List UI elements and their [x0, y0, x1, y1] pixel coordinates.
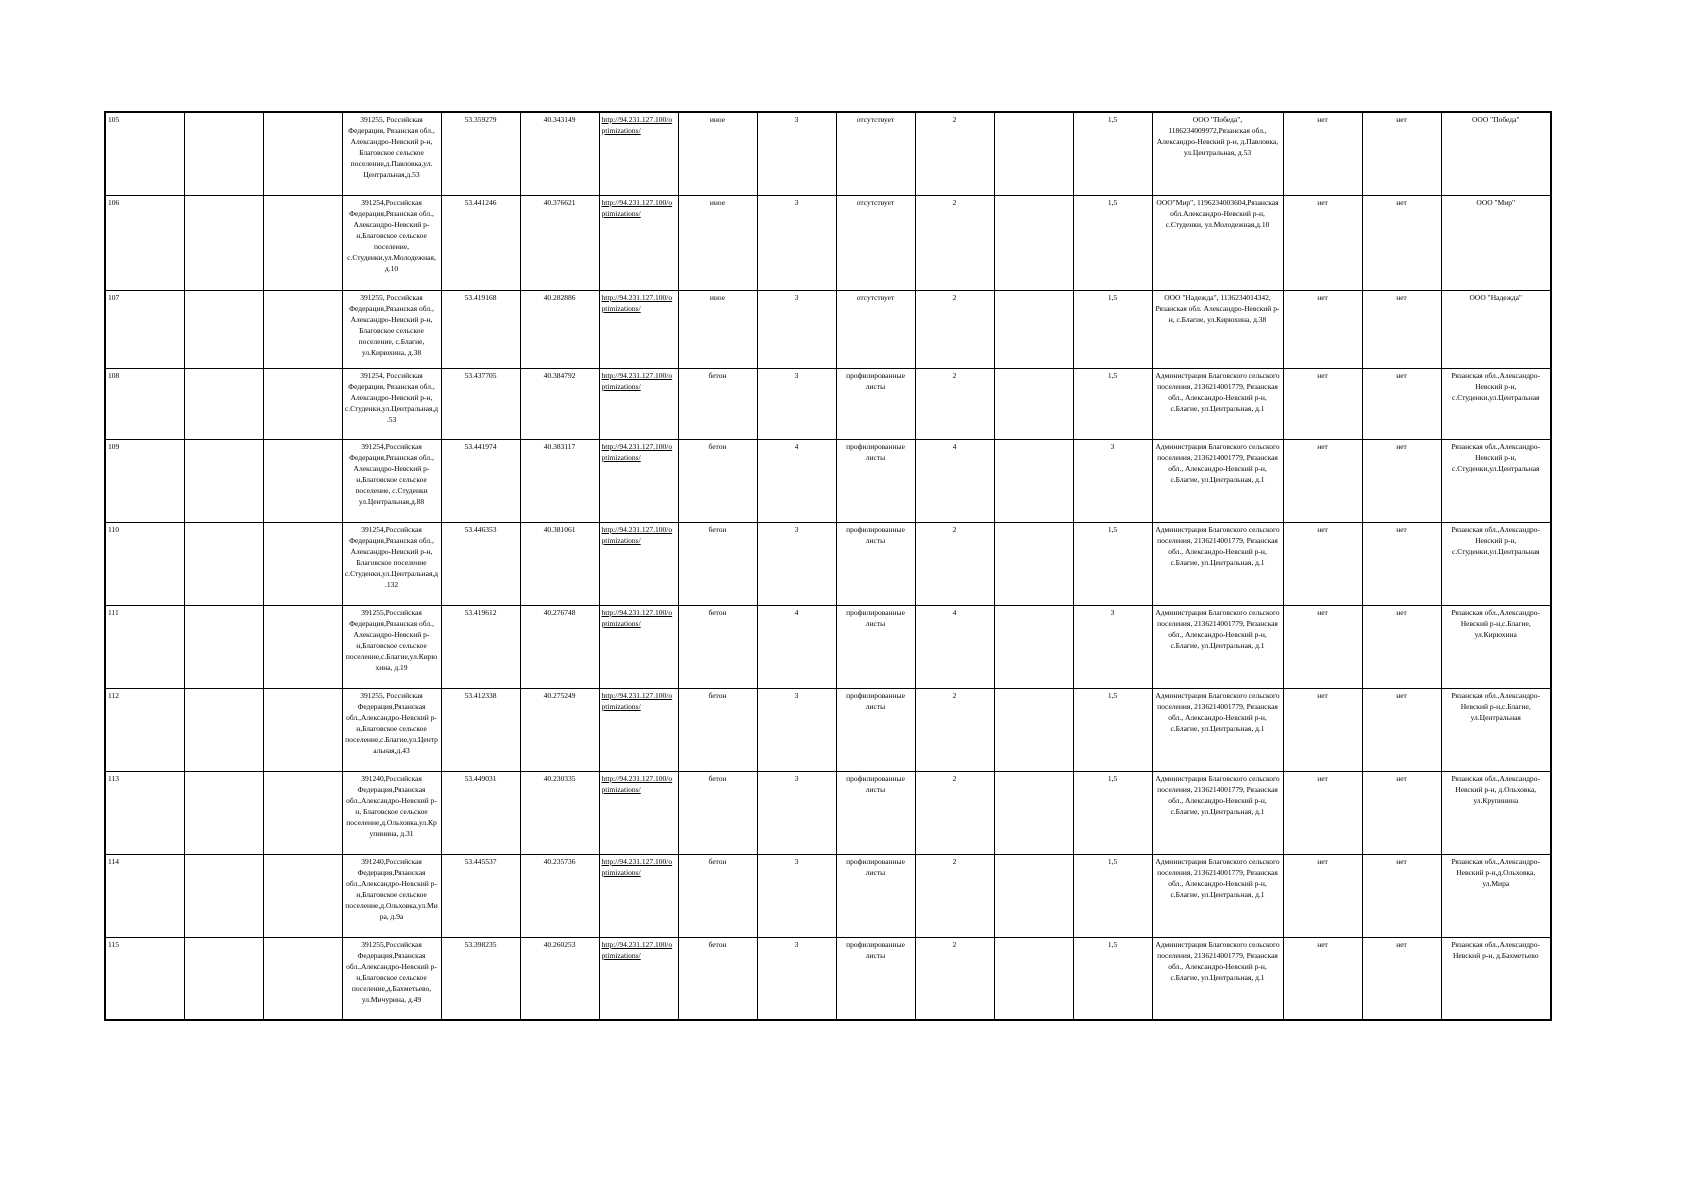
waste-source: ООО "Надежда"	[1441, 290, 1551, 368]
registry-sheet	[104, 111, 1552, 1021]
waste-source: Рязанская обл.,Александро-Невский р-н, с.Студенки,ул.Центральная	[1441, 368, 1551, 439]
table-row	[105, 688, 1551, 771]
row-number: 110	[105, 522, 184, 605]
waste-source: Рязанская обл.,Александро-Невский р-н, с.Студенки,ул.Центральная	[1441, 522, 1551, 605]
table-row	[105, 112, 1551, 195]
flag-b: нет	[1362, 605, 1441, 688]
surface-type: бетон	[678, 368, 757, 439]
container-count: 2	[915, 937, 994, 1020]
site-area: 4	[757, 439, 836, 522]
site-area: 3	[757, 854, 836, 937]
flag-a: нет	[1283, 439, 1362, 522]
longitude: 40.282886	[520, 290, 599, 368]
map-link	[599, 522, 678, 605]
container-volume: 1,5	[1073, 112, 1152, 195]
container-volume: 1,5	[1073, 688, 1152, 771]
cell-blank	[263, 439, 342, 522]
container-count: 2	[915, 195, 994, 290]
latitude: 53.441246	[441, 195, 520, 290]
map-link	[599, 290, 678, 368]
container-count: 2	[915, 854, 994, 937]
waste-source: Рязанская обл.,Александро-Невский р-н, д.Бахметьево	[1441, 937, 1551, 1020]
map-link-anchor[interactable]: http://94.231.127.100/optimizations/	[601, 370, 673, 391]
table-row	[105, 522, 1551, 605]
cell-blank	[994, 522, 1073, 605]
cell-blank	[263, 771, 342, 854]
cell-blank	[263, 854, 342, 937]
flag-b: нет	[1362, 522, 1441, 605]
map-link	[599, 605, 678, 688]
container-count: 2	[915, 688, 994, 771]
longitude: 40.230335	[520, 771, 599, 854]
longitude: 40.384792	[520, 368, 599, 439]
fence-type: профилированные листы	[836, 771, 915, 854]
flag-a: нет	[1283, 771, 1362, 854]
site-area: 3	[757, 937, 836, 1020]
latitude: 53.441974	[441, 439, 520, 522]
cell-blank	[994, 771, 1073, 854]
fence-type: профилированные листы	[836, 854, 915, 937]
flag-a: нет	[1283, 368, 1362, 439]
surface-type: бетон	[678, 605, 757, 688]
site-area: 3	[757, 195, 836, 290]
cell-blank	[184, 195, 263, 290]
fence-type: профилированные листы	[836, 688, 915, 771]
map-link	[599, 854, 678, 937]
surface-type: бетон	[678, 688, 757, 771]
cell-blank	[263, 688, 342, 771]
flag-a: нет	[1283, 605, 1362, 688]
flag-b: нет	[1362, 368, 1441, 439]
cell-blank	[184, 688, 263, 771]
site-address: 391255,Российская Федерация,Рязанская обл., Александро-Невский р-н,Благовское сельское поселение,с.Благие,ул.Кирюхина, д.19	[342, 605, 441, 688]
map-link-anchor[interactable]: http://94.231.127.100/optimizations/	[601, 773, 673, 794]
fence-type: профилированные листы	[836, 605, 915, 688]
map-link	[599, 368, 678, 439]
waste-sites-table	[104, 111, 1552, 1021]
site-address: 391255, Российская Федерация,Рязанская обл.,Александро-Невский р-н,Благовское сельское поселение,с.Благие,ул.Центральная,д.43	[342, 688, 441, 771]
cell-blank	[263, 290, 342, 368]
flag-a: нет	[1283, 290, 1362, 368]
cell-blank	[184, 522, 263, 605]
site-owner: Администрация Благовского сельского поселения, 2136214001779, Рязанская обл., Александро-Невский р-н, с.Благие, ул.Центральная, д.1	[1152, 368, 1283, 439]
cell-blank	[994, 290, 1073, 368]
site-owner: ООО "Победа", 1186234009972,Рязанская обл., Александро-Невский р-н, д.Павловка, ул.Центральная, д.53	[1152, 112, 1283, 195]
container-volume: 1,5	[1073, 290, 1152, 368]
table-row	[105, 290, 1551, 368]
site-address: 391254,Российская Федерация,Рязанская обл., Александро-Невский р-н,Благовское сельское поселение, с.Студенки ул.Центральная,д.88	[342, 439, 441, 522]
table-row	[105, 368, 1551, 439]
row-number: 105	[105, 112, 184, 195]
map-link-anchor[interactable]: http://94.231.127.100/optimizations/	[601, 939, 673, 960]
surface-type: иное	[678, 195, 757, 290]
site-owner: ООО"Мир", 1196234003604,Рязанская обл.Александро-Невский р-н, с.Студенки, ул.Молодежная,д.10	[1152, 195, 1283, 290]
flag-b: нет	[1362, 112, 1441, 195]
waste-source: Рязанская обл.,Александро-Невский р-н, д.Ольховка, ул.Крупинина	[1441, 771, 1551, 854]
fence-type: отсутствует	[836, 195, 915, 290]
cell-blank	[994, 439, 1073, 522]
site-address: 391254,Российская Федерация,Рязанская обл., Александро-Невский р-н, Благовское поселение с.Студенки,ул.Центральная,д.132	[342, 522, 441, 605]
map-link	[599, 439, 678, 522]
longitude: 40.381061	[520, 522, 599, 605]
container-count: 2	[915, 290, 994, 368]
map-link-anchor[interactable]: http://94.231.127.100/optimizations/	[601, 292, 673, 313]
latitude: 53.446353	[441, 522, 520, 605]
table-row	[105, 195, 1551, 290]
row-number: 106	[105, 195, 184, 290]
fence-type: отсутствует	[836, 290, 915, 368]
map-link	[599, 195, 678, 290]
site-owner: Администрация Благовского сельского поселения, 2136214001779, Рязанская обл., Александро-Невский р-н, с.Благие, ул.Центральная, д.1	[1152, 522, 1283, 605]
surface-type: бетон	[678, 439, 757, 522]
cell-blank	[263, 522, 342, 605]
flag-b: нет	[1362, 290, 1441, 368]
waste-source: Рязанская обл.,Александро-Невский р-н,с.Благие, ул.Центральная	[1441, 688, 1551, 771]
map-link	[599, 937, 678, 1020]
longitude: 40.276748	[520, 605, 599, 688]
cell-blank	[184, 368, 263, 439]
site-address: 391255, Российская Федерация,Рязанская обл., Александро-Невский р-н, Благовское сельское поселение, с.Благие, ул.Кирюхина, д.38	[342, 290, 441, 368]
waste-source: ООО "Победа"	[1441, 112, 1551, 195]
flag-a: нет	[1283, 112, 1362, 195]
site-address: 391255,Российская Федерация,Рязанская обл.,Александро-Невский р-н,Благовское сельское поселение,д.Бахметьево, ул.Мичурина, д.49	[342, 937, 441, 1020]
flag-b: нет	[1362, 439, 1441, 522]
site-address: 391255, Российская Федерация, Рязанская обл., Александро-Невский р-н, Благовское сельское поселение,д.Павловка,ул. Центральная,д.53	[342, 112, 441, 195]
container-count: 2	[915, 771, 994, 854]
table-row	[105, 771, 1551, 854]
site-area: 4	[757, 605, 836, 688]
cell-blank	[994, 112, 1073, 195]
cell-blank	[994, 368, 1073, 439]
cell-blank	[994, 195, 1073, 290]
flag-b: нет	[1362, 854, 1441, 937]
flag-a: нет	[1283, 195, 1362, 290]
cell-blank	[994, 854, 1073, 937]
cell-blank	[184, 771, 263, 854]
map-link	[599, 112, 678, 195]
flag-b: нет	[1362, 937, 1441, 1020]
container-count: 4	[915, 605, 994, 688]
container-volume: 3	[1073, 439, 1152, 522]
table-row	[105, 439, 1551, 522]
latitude: 53.445537	[441, 854, 520, 937]
map-link-anchor[interactable]: http://94.231.127.100/optimizations/	[601, 197, 673, 218]
latitude: 53.437705	[441, 368, 520, 439]
site-area: 3	[757, 688, 836, 771]
table-row	[105, 605, 1551, 688]
container-volume: 1,5	[1073, 195, 1152, 290]
longitude: 40.343149	[520, 112, 599, 195]
fence-type: профилированные листы	[836, 368, 915, 439]
site-area: 3	[757, 112, 836, 195]
cell-blank	[184, 439, 263, 522]
cell-blank	[184, 112, 263, 195]
site-owner: Администрация Благовского сельского поселения, 2136214001779, Рязанская обл., Александро-Невский р-н, с.Благие, ул.Центральная, д.1	[1152, 854, 1283, 937]
site-owner: Администрация Благовского сельского поселения, 2136214001779, Рязанская обл., Александро-Невский р-н, с.Благие, ул.Центральная, д.1	[1152, 937, 1283, 1020]
row-number: 114	[105, 854, 184, 937]
site-area: 3	[757, 771, 836, 854]
fence-type: отсутствует	[836, 112, 915, 195]
cell-blank	[263, 195, 342, 290]
longitude: 40.376621	[520, 195, 599, 290]
map-link-anchor[interactable]: http://94.231.127.100/optimizations/	[601, 856, 673, 877]
cell-blank	[994, 688, 1073, 771]
container-count: 2	[915, 522, 994, 605]
row-number: 115	[105, 937, 184, 1020]
cell-blank	[994, 605, 1073, 688]
latitude: 53.412338	[441, 688, 520, 771]
waste-source: Рязанская обл.,Александро-Невский р-н,с.Благие, ул.Кирюхина	[1441, 605, 1551, 688]
latitude: 53.419168	[441, 290, 520, 368]
surface-type: иное	[678, 112, 757, 195]
row-number: 113	[105, 771, 184, 854]
row-number: 108	[105, 368, 184, 439]
latitude: 53.419612	[441, 605, 520, 688]
row-number: 111	[105, 605, 184, 688]
waste-source: Рязанская обл.,Александро-Невский р-н,д.Ольховка, ул.Мира	[1441, 854, 1551, 937]
surface-type: бетон	[678, 937, 757, 1020]
flag-a: нет	[1283, 854, 1362, 937]
map-link-anchor[interactable]: http://94.231.127.100/optimizations/	[601, 524, 673, 545]
container-volume: 1,5	[1073, 368, 1152, 439]
table-body	[105, 112, 1551, 1020]
site-owner: Администрация Благовского сельского поселения, 2136214001779, Рязанская обл., Александро-Невский р-н, с.Благие, ул.Центральная, д.1	[1152, 771, 1283, 854]
row-number: 107	[105, 290, 184, 368]
site-owner: Администрация Благовского сельского поселения, 2136214001779, Рязанская обл., Александро-Невский р-н, с.Благие, ул.Центральная, д.1	[1152, 688, 1283, 771]
latitude: 53.359279	[441, 112, 520, 195]
longitude: 40.275249	[520, 688, 599, 771]
container-count: 2	[915, 368, 994, 439]
surface-type: иное	[678, 290, 757, 368]
container-volume: 1,5	[1073, 771, 1152, 854]
map-link-anchor[interactable]: http://94.231.127.100/optimizations/	[601, 690, 673, 711]
longitude: 40.383117	[520, 439, 599, 522]
fence-type: профилированные листы	[836, 937, 915, 1020]
cell-blank	[263, 605, 342, 688]
row-number: 109	[105, 439, 184, 522]
container-count: 2	[915, 112, 994, 195]
map-link	[599, 688, 678, 771]
waste-source: ООО "Мир"	[1441, 195, 1551, 290]
table-row	[105, 854, 1551, 937]
longitude: 40.235736	[520, 854, 599, 937]
flag-b: нет	[1362, 688, 1441, 771]
container-volume: 3	[1073, 605, 1152, 688]
cell-blank	[994, 937, 1073, 1020]
map-link-anchor[interactable]: http://94.231.127.100/optimizations/	[601, 607, 673, 628]
fence-type: профилированные листы	[836, 439, 915, 522]
waste-source: Рязанская обл.,Александро-Невский р-н, с.Студенки,ул.Центральная	[1441, 439, 1551, 522]
container-volume: 1,5	[1073, 522, 1152, 605]
surface-type: бетон	[678, 771, 757, 854]
site-area: 3	[757, 522, 836, 605]
fence-type: профилированные листы	[836, 522, 915, 605]
cell-blank	[184, 605, 263, 688]
cell-blank	[263, 112, 342, 195]
site-area: 3	[757, 368, 836, 439]
map-link-anchor[interactable]: http://94.231.127.100/optimizations/	[601, 441, 673, 462]
surface-type: бетон	[678, 854, 757, 937]
latitude: 53.398235	[441, 937, 520, 1020]
container-count: 4	[915, 439, 994, 522]
site-address: 391240,Российская Федерация,Рязанская обл.,Александро-Невский р-н,Благовское сельское поселение,д.Ольховка,ул.Мира, д.9а	[342, 854, 441, 937]
flag-a: нет	[1283, 688, 1362, 771]
site-owner: ООО "Надежда", 1136234014342, Рязанская обл. Александро-Невский р-н, с.Благие, ул.Кирюхина, д.38	[1152, 290, 1283, 368]
cell-blank	[184, 937, 263, 1020]
flag-b: нет	[1362, 771, 1441, 854]
cell-blank	[184, 854, 263, 937]
container-volume: 1,5	[1073, 937, 1152, 1020]
flag-b: нет	[1362, 195, 1441, 290]
latitude: 53.449031	[441, 771, 520, 854]
site-owner: Администрация Благовского сельского поселения, 2136214001779, Рязанская обл., Александро-Невский р-н, с.Благие, ул.Центральная, д.1	[1152, 439, 1283, 522]
container-volume: 1,5	[1073, 854, 1152, 937]
longitude: 40.260253	[520, 937, 599, 1020]
row-number: 112	[105, 688, 184, 771]
site-address: 391254,Российская Федерация,Рязанская обл., Александро-Невский р-н,Благовское сельское поселение, с.Студенки,ул.Молодежная, д.10	[342, 195, 441, 290]
site-address: 391254, Российская Федерация, Рязанская обл., Александро-Невский р-н, с.Студенки,ул.Центральная,д.53	[342, 368, 441, 439]
site-area: 3	[757, 290, 836, 368]
map-link	[599, 771, 678, 854]
cell-blank	[263, 937, 342, 1020]
cell-blank	[184, 290, 263, 368]
table-row	[105, 937, 1551, 1020]
flag-a: нет	[1283, 937, 1362, 1020]
site-address: 391240,Российская Федерация,Рязанская обл.,Александро-Невский р-н, Благовское сельское поселение,д.Ольховка,ул.Крупинина, д.31	[342, 771, 441, 854]
surface-type: бетон	[678, 522, 757, 605]
site-owner: Администрация Благовского сельского поселения, 2136214001779, Рязанская обл., Александро-Невский р-н, с.Благие, ул.Центральная, д.1	[1152, 605, 1283, 688]
flag-a: нет	[1283, 522, 1362, 605]
cell-blank	[263, 368, 342, 439]
map-link-anchor[interactable]: http://94.231.127.100/optimizations/	[601, 115, 673, 135]
